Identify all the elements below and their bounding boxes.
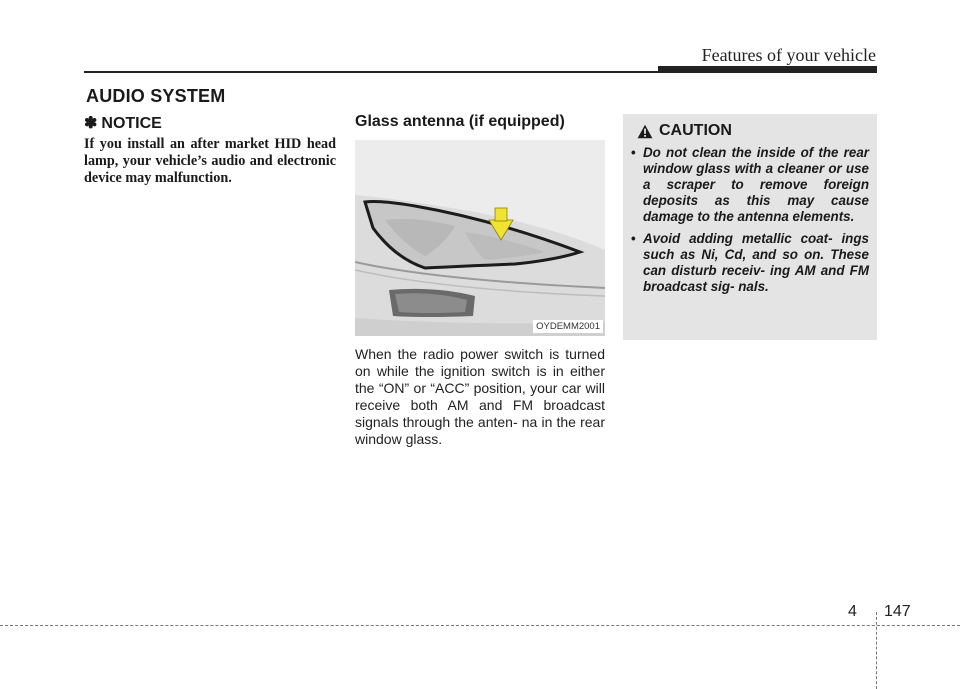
running-header: Features of your vehicle: [701, 45, 876, 65]
notice-heading-label: NOTICE: [101, 115, 162, 132]
antenna-heading: Glass antenna (if equipped): [355, 113, 565, 130]
notice-body: If you install an after market HID head lamp, your vehicle’s audio and electronic device may malfunction.: [84, 136, 336, 186]
caution-title: CAUTION: [659, 122, 732, 139]
caution-item: [631, 231, 869, 295]
caution-box: [623, 114, 877, 340]
header-rule: [84, 71, 877, 73]
bullet-icon: •: [631, 231, 636, 246]
caution-header: [637, 122, 732, 140]
car-rear-illustration: [355, 140, 605, 336]
caution-item-text: Avoid adding metallic coat- ings such as Ni, Cd, and so on. These can disturb receiv- ing AM and FM broadcast sig- nals.: [643, 231, 869, 294]
notice-heading: [84, 113, 162, 133]
figure-code: OYDEMM2001: [533, 320, 603, 333]
bullet-icon: •: [631, 145, 636, 160]
warning-triangle-icon: [637, 124, 653, 139]
footer-rule: [0, 625, 960, 626]
caution-item: [631, 145, 869, 225]
caution-list: [631, 145, 869, 301]
footer-vertical-rule: [876, 612, 877, 689]
section-title: AUDIO SYSTEM: [86, 86, 226, 106]
notice-star-icon: ✽: [84, 115, 98, 132]
rear-window-figure: [355, 140, 605, 336]
page-number: 147: [884, 603, 911, 620]
chapter-number: 4: [848, 603, 857, 620]
antenna-body: When the radio power switch is turned on while the ignition switch is in either the “ON” or “ACC” position, your car will receive both AM and FM broadcast signals through the anten- na in the rear window glass.: [355, 346, 605, 447]
caution-item-text: Do not clean the inside of the rear window glass with a cleaner or use a scraper to remove foreign deposits as this may cause damage to the antenna elements.: [643, 145, 869, 224]
